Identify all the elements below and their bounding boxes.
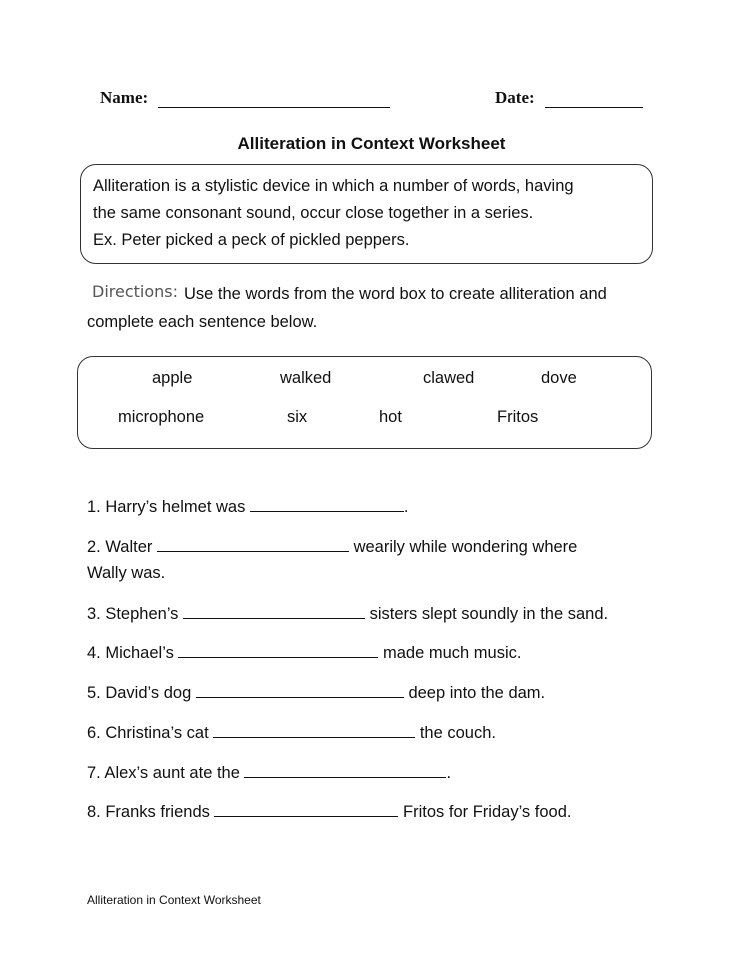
page-footer: Alliteration in Context Worksheet	[87, 893, 261, 907]
name-field	[100, 88, 390, 108]
question-2	[87, 537, 577, 557]
question-3-blank[interactable]	[183, 604, 365, 619]
question-2-before: 2. Walter	[87, 538, 157, 556]
word-apple: apple	[152, 369, 193, 387]
question-8	[87, 802, 571, 822]
question-1-after: .	[403, 498, 409, 516]
word-six: six	[287, 408, 308, 426]
question-1-blank[interactable]	[250, 497, 404, 512]
question-2-blank[interactable]	[157, 537, 349, 552]
question-6-blank[interactable]	[213, 723, 415, 738]
word-clawed: clawed	[423, 369, 475, 387]
question-3	[87, 604, 608, 624]
question-6-before: 6. Christina’s cat	[87, 724, 214, 742]
question-5	[87, 683, 545, 703]
question-6	[87, 723, 496, 743]
question-7-after: .	[446, 764, 452, 782]
question-8-before: 8. Franks friends	[87, 803, 215, 821]
word-hot: hot	[379, 408, 402, 426]
question-3-after: sisters slept soundly in the sand.	[365, 605, 609, 623]
date-label: Date:	[495, 88, 535, 107]
date-blank[interactable]	[545, 89, 643, 108]
question-1	[87, 497, 409, 517]
question-3-before: 3. Stephen’s	[87, 605, 184, 623]
definition-line-1: Alliteration is a stylistic device in which a number of words, having	[93, 177, 574, 195]
question-4-blank[interactable]	[178, 643, 378, 658]
word-fritos: Fritos	[497, 408, 539, 426]
word-dove: dove	[541, 369, 577, 387]
word-microphone: microphone	[118, 408, 205, 426]
definition-line-2: the same consonant sound, occur close together in a series.	[93, 204, 534, 222]
question-8-after: Fritos for Friday’s food.	[398, 803, 572, 821]
question-6-after: the couch.	[415, 724, 496, 742]
question-7	[87, 763, 451, 783]
question-1-before: 1. Harry’s helmet was	[87, 498, 250, 516]
question-5-before: 5. David’s dog	[87, 684, 196, 702]
date-field	[495, 88, 643, 108]
word-walked: walked	[280, 369, 332, 387]
question-7-before: 7. Alex’s aunt ate the	[87, 764, 245, 782]
question-8-blank[interactable]	[214, 802, 398, 817]
page-title: Alliteration in Context Worksheet	[237, 134, 506, 153]
definition-example: Ex. Peter picked a peck of pickled peppers.	[93, 231, 410, 249]
question-2-continuation: Wally was.	[87, 564, 166, 582]
question-4	[87, 643, 521, 663]
question-5-blank[interactable]	[196, 683, 404, 698]
question-4-before: 4. Michael’s	[87, 644, 179, 662]
directions-label: Directions:	[92, 282, 179, 301]
question-2-after: wearily while wondering where	[349, 538, 578, 556]
question-7-blank[interactable]	[244, 763, 446, 778]
question-5-after: deep into the dam.	[403, 684, 546, 702]
name-label: Name:	[100, 88, 149, 107]
name-blank[interactable]	[158, 89, 390, 108]
directions-line-2: complete each sentence below.	[87, 313, 318, 331]
directions-line-1: Use the words from the word box to create alliteration and	[184, 285, 607, 303]
question-4-after: made much music.	[378, 644, 522, 662]
